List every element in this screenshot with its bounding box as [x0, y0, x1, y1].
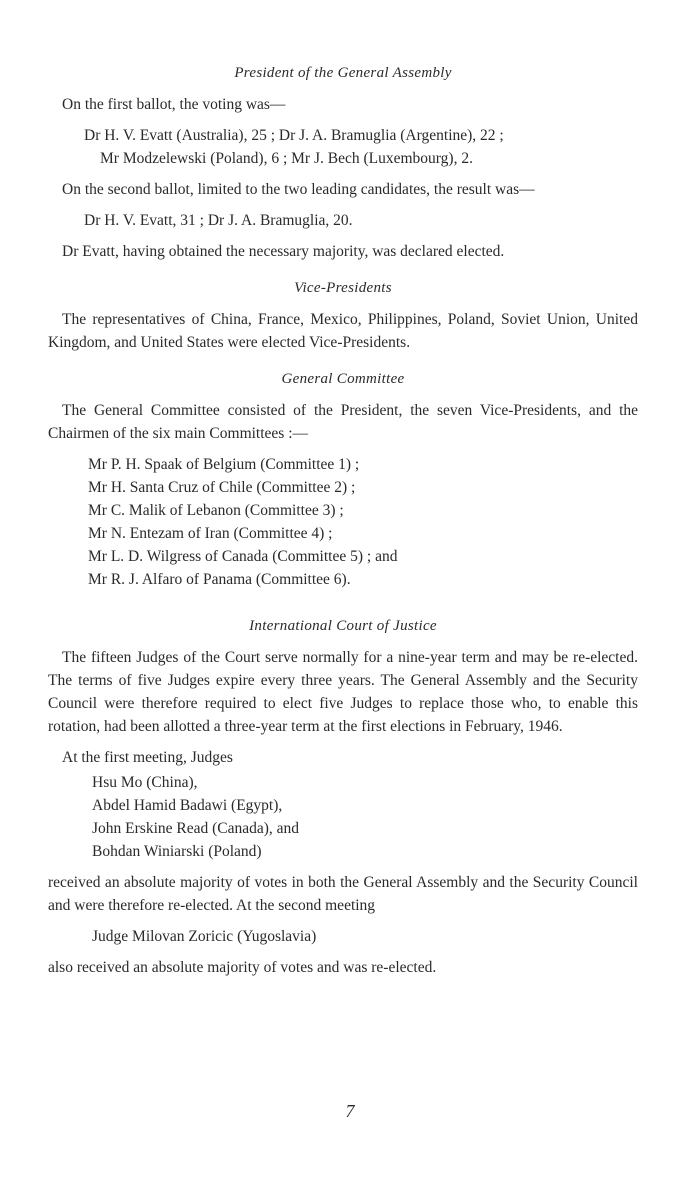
- list-item: Bohdan Winiarski (Poland): [92, 843, 262, 860]
- first-ballot-line-1: Dr H. V. Evatt (Australia), 25 ; Dr J. A. Bramuglia (Argentine), 22 ;: [84, 127, 504, 144]
- icj-para-2: received an absolute majority of votes in both the General Assembly and the Security Council and were therefore re-elected. At the second meeting: [48, 874, 638, 914]
- page-body: [48, 62, 638, 987]
- page-number: 7: [345, 1101, 355, 1121]
- president-result: Dr Evatt, having obtained the necessary majority, was declared elected.: [62, 243, 505, 260]
- list-item: Mr H. Santa Cruz of Chile (Committee 2) ;: [88, 479, 356, 496]
- list-item: Abdel Hamid Badawi (Egypt),: [92, 797, 283, 814]
- list-item: Mr P. H. Spaak of Belgium (Committee 1) ;: [88, 456, 360, 473]
- list-item: Hsu Mo (China),: [92, 774, 198, 791]
- icj-para-1: The fifteen Judges of the Court serve normally for a nine-year term and may be re-elected. The terms of five Judges expire every three years. The General Assembly and the Security Council were therefore required to elect five Judges to replace those who, to enable this rotation, had been allotted a three-year term at the first elections in February, 1946.: [48, 649, 638, 735]
- vice-presidents-text: The representatives of China, France, Mexico, Philippines, Poland, Soviet Union, United Kingdom, and United States were elected Vice-Presidents.: [48, 311, 638, 351]
- vice-presidents-heading: Vice-Presidents: [294, 280, 392, 296]
- general-committee-intro: The General Committee consisted of the President, the seven Vice-Presidents, and the Chairmen of the six main Committees :—: [48, 402, 638, 442]
- judges-list: [48, 771, 638, 863]
- icj-heading: International Court of Justice: [249, 618, 437, 634]
- second-ballot-intro: On the second ballot, limited to the two leading candidates, the result was—: [62, 181, 535, 198]
- second-meeting-judge: Judge Milovan Zoricic (Yugoslavia): [92, 928, 317, 945]
- first-ballot-intro: On the first ballot, the voting was—: [62, 96, 286, 113]
- icj-para-3: also received an absolute majority of votes and was re-elected.: [48, 959, 437, 976]
- list-item: Mr C. Malik of Lebanon (Committee 3) ;: [88, 502, 344, 519]
- committee-members-list: [48, 453, 638, 591]
- president-heading: President of the General Assembly: [234, 65, 452, 81]
- list-item: Mr R. J. Alfaro of Panama (Committee 6).: [88, 571, 351, 588]
- second-ballot-line: Dr H. V. Evatt, 31 ; Dr J. A. Bramuglia, 20.: [84, 212, 353, 229]
- list-item: Mr L. D. Wilgress of Canada (Committee 5) ; and: [88, 548, 398, 565]
- first-ballot-line-2: Mr Modzelewski (Poland), 6 ; Mr J. Bech (Luxembourg), 2.: [100, 150, 473, 167]
- list-item: Mr N. Entezam of Iran (Committee 4) ;: [88, 525, 333, 542]
- general-committee-heading: General Committee: [281, 371, 405, 387]
- list-item: John Erskine Read (Canada), and: [92, 820, 300, 837]
- first-meeting-intro: At the first meeting, Judges: [62, 749, 233, 766]
